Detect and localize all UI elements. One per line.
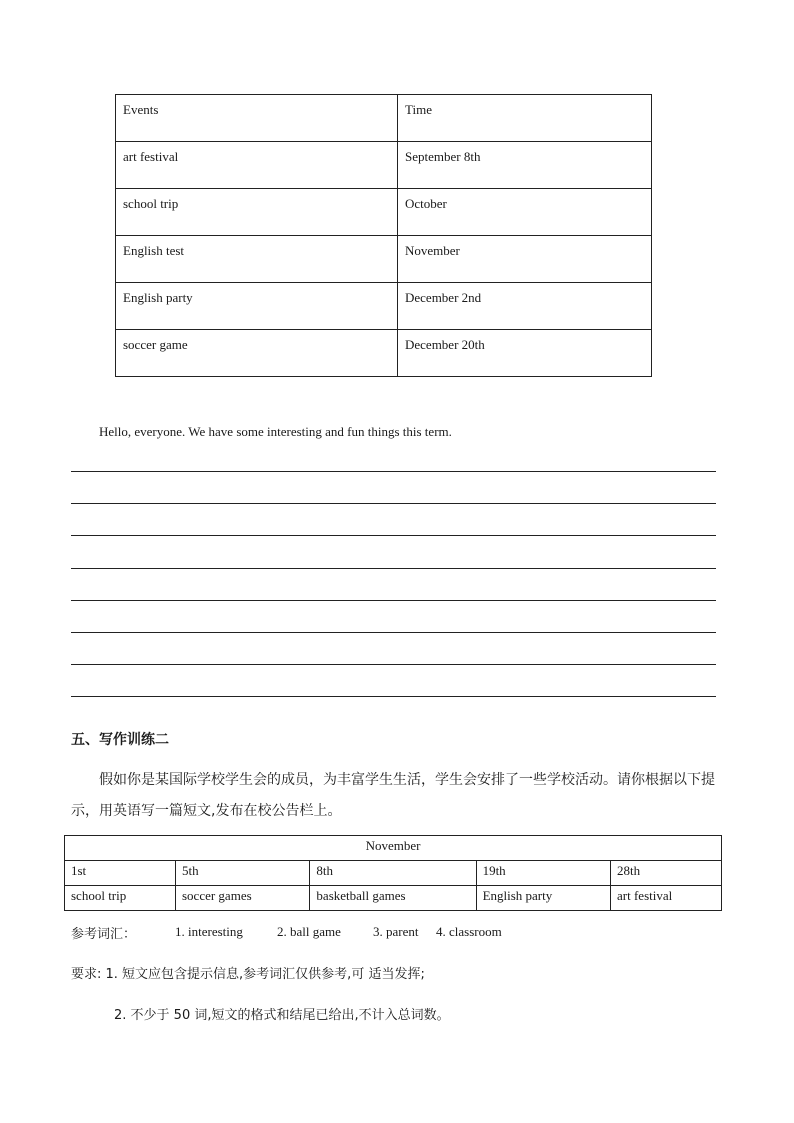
event-cell: art festival bbox=[116, 142, 398, 189]
table-row bbox=[116, 189, 652, 236]
vocab-item: 4. classroom bbox=[436, 924, 502, 939]
date-cell: 19th bbox=[476, 861, 610, 886]
requirement-2: 2. 不少于 50 词,短文的格式和结尾已给出,不计入总词数。 bbox=[114, 1008, 450, 1023]
vocab-item: 1. interesting bbox=[175, 924, 243, 939]
date-cell: 5th bbox=[175, 861, 309, 886]
time-cell: September 8th bbox=[398, 142, 652, 189]
header-time: Time bbox=[398, 95, 652, 142]
table-header-row bbox=[116, 95, 652, 142]
event-cell: English party bbox=[116, 283, 398, 330]
events-row bbox=[65, 886, 722, 911]
writing-line[interactable] bbox=[71, 471, 716, 472]
event-cell: English party bbox=[476, 886, 610, 911]
event-cell: soccer game bbox=[116, 330, 398, 377]
time-cell: December 20th bbox=[398, 330, 652, 377]
time-cell: November bbox=[398, 236, 652, 283]
month-header: November bbox=[65, 836, 722, 861]
reference-vocabulary bbox=[71, 923, 502, 942]
section-title: 五、写作训练二 bbox=[71, 732, 169, 748]
vocab-label: 参考词汇： bbox=[71, 927, 137, 942]
writing-line[interactable] bbox=[71, 535, 716, 536]
vocab-item: 2. ball game bbox=[277, 924, 341, 939]
date-cell: 1st bbox=[65, 861, 176, 886]
table-row bbox=[116, 283, 652, 330]
events-time-table bbox=[115, 94, 652, 377]
writing-line[interactable] bbox=[71, 696, 716, 697]
task-paragraph: 假如你是某国际学校学生会的成员，为丰富学生生活，学生会安排了一些学校活动。请你根据以下提示，用英语写一篇短文,发布在校公告栏上。 bbox=[71, 772, 715, 819]
writing-line[interactable] bbox=[71, 503, 716, 504]
date-cell: 28th bbox=[611, 861, 722, 886]
time-cell: October bbox=[398, 189, 652, 236]
event-cell: soccer games bbox=[175, 886, 309, 911]
vocab-item: 3. parent bbox=[373, 924, 419, 939]
event-cell: school trip bbox=[65, 886, 176, 911]
requirement-1: 要求: 1. 短文应包含提示信息,参考词汇仅供参考,可 适当发挥; bbox=[71, 967, 425, 982]
table-row bbox=[116, 142, 652, 189]
november-activities-table bbox=[64, 835, 722, 911]
event-cell: art festival bbox=[611, 886, 722, 911]
table-row bbox=[116, 330, 652, 377]
writing-line[interactable] bbox=[71, 600, 716, 601]
date-cell: 8th bbox=[310, 861, 476, 886]
writing-line[interactable] bbox=[71, 568, 716, 569]
event-cell: English test bbox=[116, 236, 398, 283]
essay-intro: Hello, everyone. We have some interesting and fun things this term. bbox=[99, 424, 452, 439]
table-row bbox=[116, 236, 652, 283]
time-cell: December 2nd bbox=[398, 283, 652, 330]
event-cell: basketball games bbox=[310, 886, 476, 911]
event-cell: school trip bbox=[116, 189, 398, 236]
dates-row bbox=[65, 861, 722, 886]
writing-line[interactable] bbox=[71, 632, 716, 633]
writing-line[interactable] bbox=[71, 664, 716, 665]
header-events: Events bbox=[116, 95, 398, 142]
